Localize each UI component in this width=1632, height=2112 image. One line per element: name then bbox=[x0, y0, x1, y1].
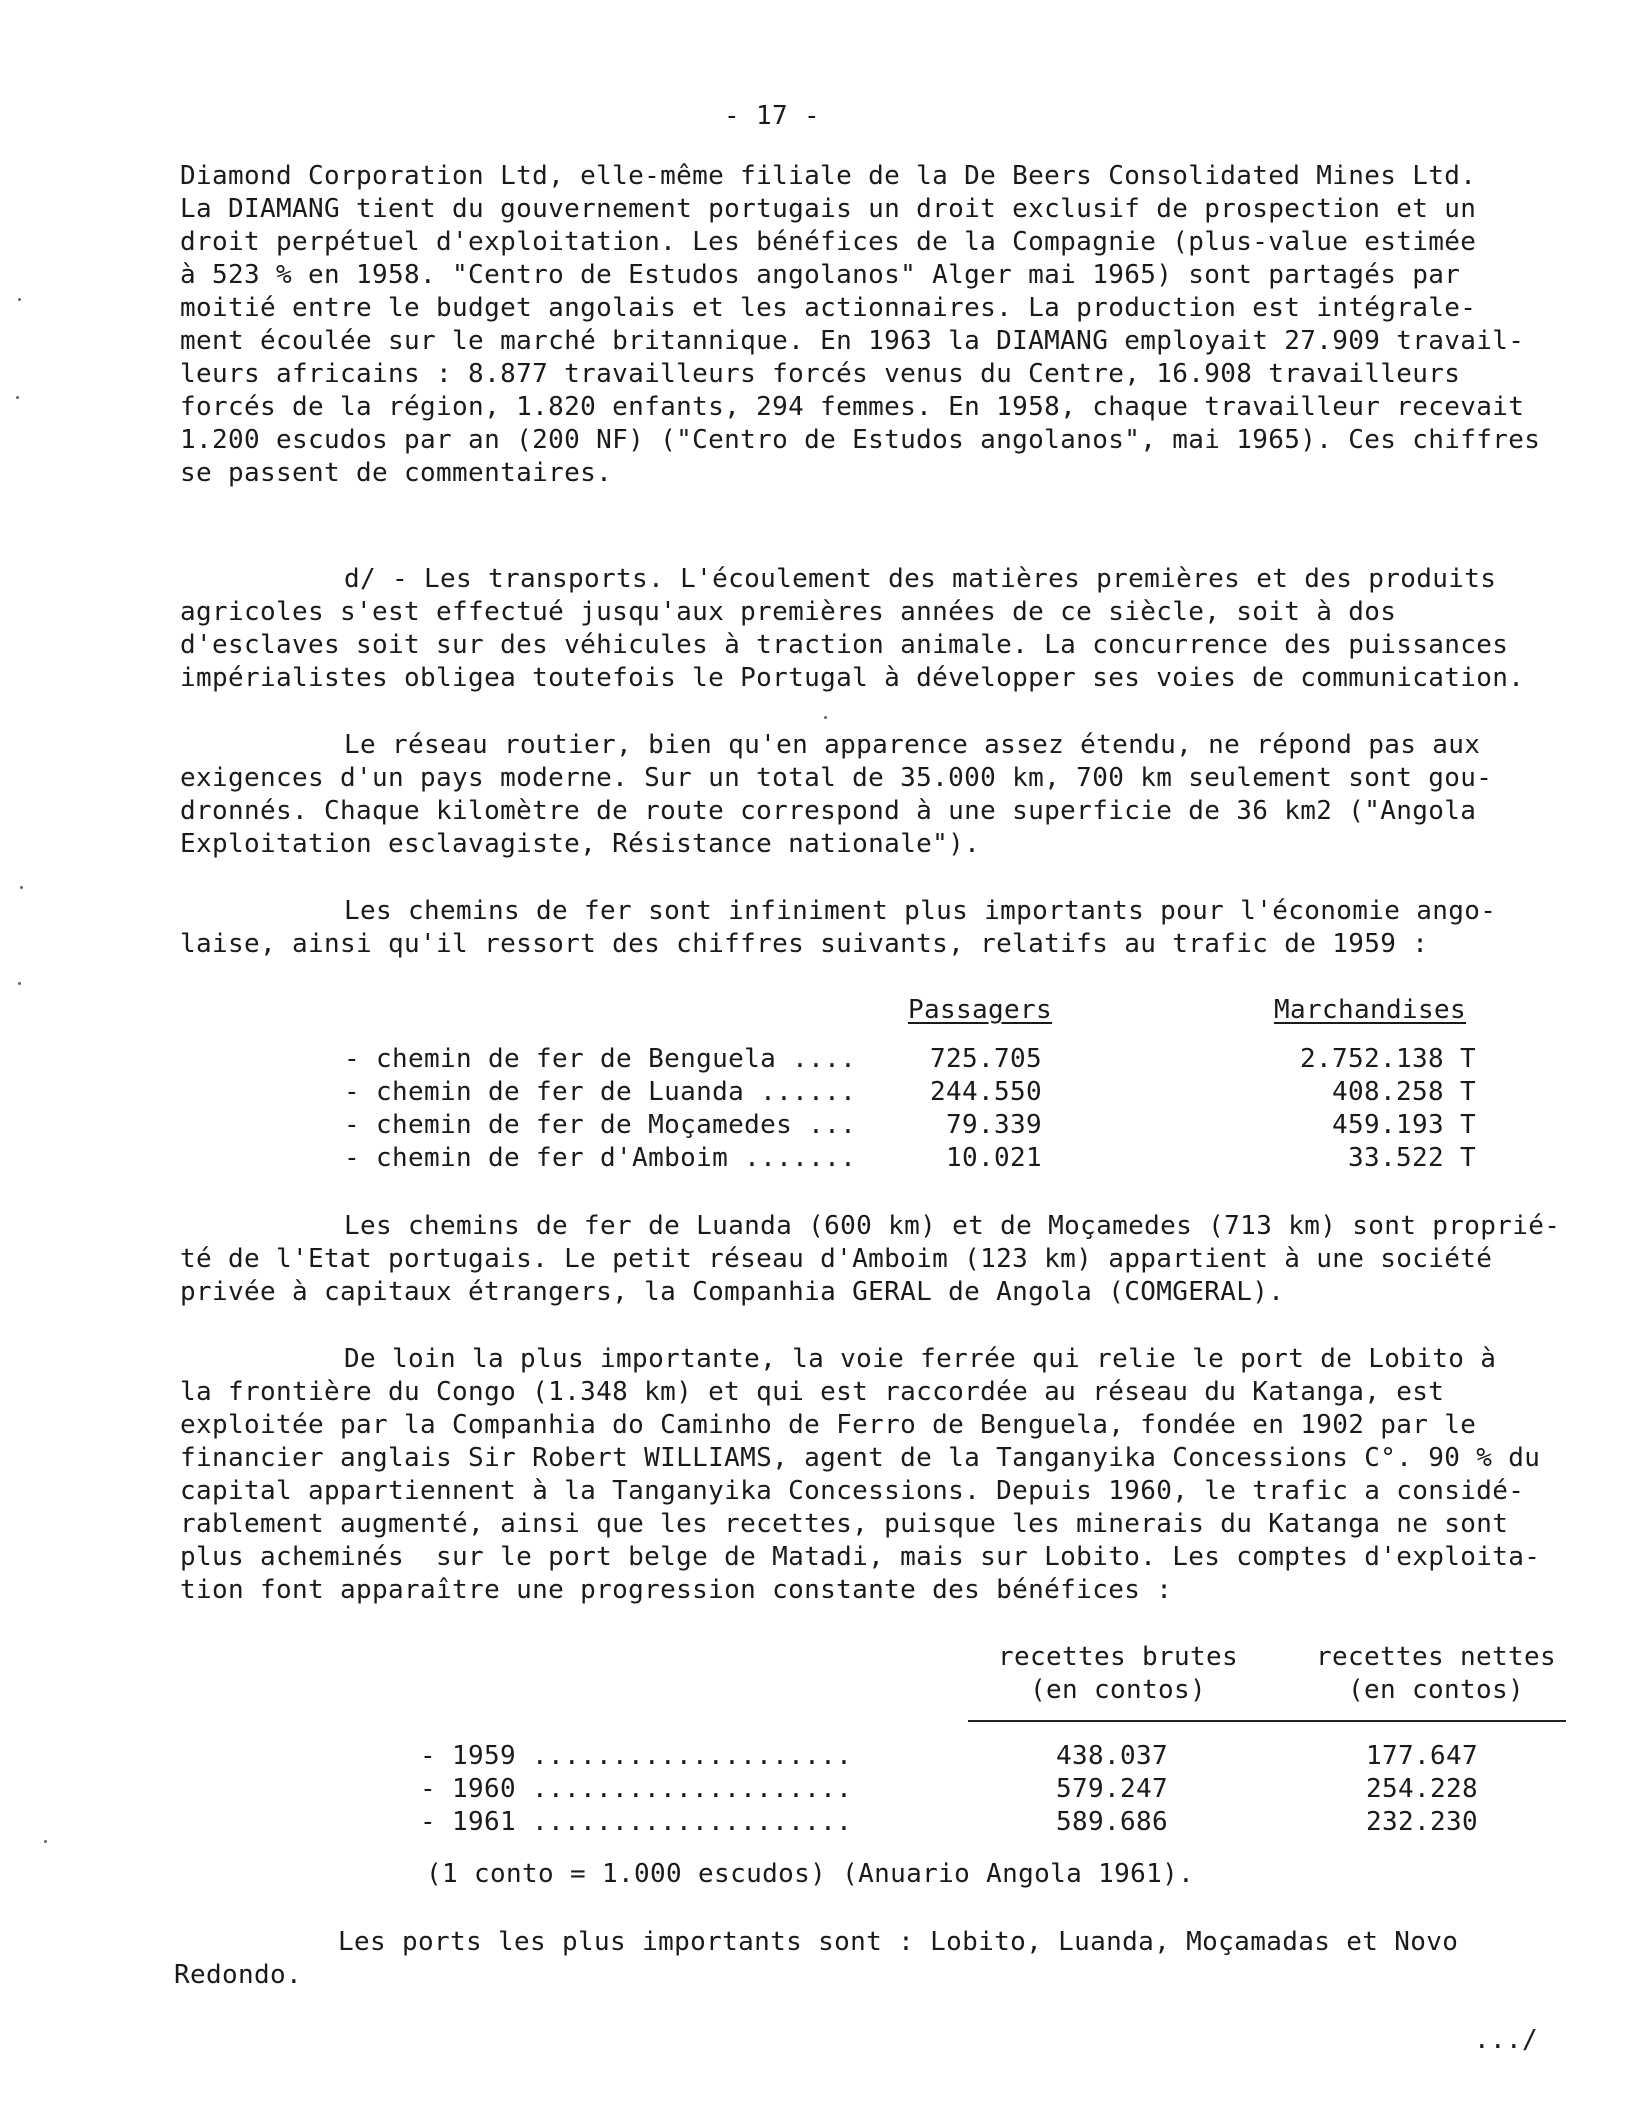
row-label: - chemin de fer de Luanda ...... bbox=[344, 1077, 857, 1107]
text-line: Les ports les plus importants sont : Lobito, Luanda, Moçamadas et Novo bbox=[338, 1927, 1459, 1957]
text-line: moitié entre le budget angolais et les actionnaires. La production est intégrale- bbox=[180, 293, 1477, 323]
text-line: ment écoulée sur le marché britannique. En 1963 la DIAMANG employait 27.909 travail- bbox=[180, 326, 1525, 356]
text-line: exigences d'un pays moderne. Sur un total de 35.000 km, 700 km seulement sont gou- bbox=[180, 763, 1493, 793]
text-line: plus acheminés sur le port belge de Matadi, mais sur Lobito. Les comptes d'exploita- bbox=[180, 1542, 1541, 1572]
text-line: dronnés. Chaque kilomètre de route correspond à une superficie de 36 km2 ("Angola bbox=[180, 796, 1477, 826]
row-label: - chemin de fer de Moçamedes ... bbox=[344, 1110, 857, 1140]
column-header-brutes-unit: (en contos) bbox=[1029, 1675, 1207, 1705]
passagers-value: 10.021 bbox=[945, 1143, 1042, 1173]
row-label: - 1961 .................... bbox=[420, 1807, 853, 1837]
column-header-recettes-nettes: recettes nettes bbox=[1315, 1642, 1557, 1672]
row-label: - chemin de fer d'Amboim ....... bbox=[344, 1143, 857, 1173]
row-label: - 1960 .................... bbox=[420, 1774, 853, 1804]
text-line: De loin la plus importante, la voie ferrée qui relie le port de Lobito à bbox=[344, 1344, 1497, 1374]
text-line: Les chemins de fer sont infiniment plus importants pour l'économie ango- bbox=[344, 896, 1497, 926]
text-line: à 523 % en 1958. "Centro de Estudos angolanos" Alger mai 1965) sont partagés par bbox=[180, 260, 1461, 290]
recettes-nettes-value: 177.647 bbox=[1366, 1741, 1479, 1771]
text-line: Le réseau routier, bien qu'en apparence assez étendu, ne répond pas aux bbox=[344, 730, 1481, 760]
scan-speck bbox=[18, 982, 21, 985]
section-heading-line: d/ - Les transports. L'écoulement des matières premières et des produits bbox=[344, 564, 1497, 594]
recettes-brutes-value: 438.037 bbox=[1056, 1741, 1169, 1771]
recettes-nettes-value: 254.228 bbox=[1366, 1774, 1479, 1804]
scan-speck bbox=[824, 716, 827, 719]
continuation-mark: .../ bbox=[1474, 2025, 1539, 2055]
text-line: privée à capitaux étrangers, la Companhia GERAL de Angola (COMGERAL). bbox=[180, 1277, 1285, 1307]
text-line: rablement augmenté, ainsi que les recettes, puisque les minerais du Katanga ne sont bbox=[180, 1509, 1509, 1539]
marchandises-value: 33.522 T bbox=[1347, 1143, 1476, 1173]
text-line: financier anglais Sir Robert WILLIAMS, agent de la Tanganyika Concessions C°. 90 % du bbox=[180, 1443, 1541, 1473]
text-line: leurs africains : 8.877 travailleurs forcés venus du Centre, 16.908 travailleurs bbox=[180, 359, 1461, 389]
recettes-brutes-value: 579.247 bbox=[1056, 1774, 1169, 1804]
text-line: La DIAMANG tient du gouvernement portugais un droit exclusif de prospection et un bbox=[180, 194, 1477, 224]
column-header-marchandises: Marchandises bbox=[1274, 995, 1467, 1025]
marchandises-value: 2.752.138 T bbox=[1299, 1044, 1476, 1074]
scan-speck bbox=[20, 886, 23, 889]
text-line: Diamond Corporation Ltd, elle-même filiale de la De Beers Consolidated Mines Ltd. bbox=[180, 161, 1477, 191]
text-line: tion font apparaître une progression constante des bénéfices : bbox=[180, 1575, 1173, 1605]
recettes-nettes-value: 232.230 bbox=[1366, 1807, 1479, 1837]
passagers-value: 79.339 bbox=[945, 1110, 1042, 1140]
scan-speck bbox=[44, 1840, 47, 1843]
scan-speck bbox=[18, 298, 21, 301]
column-header-recettes-brutes: recettes brutes bbox=[997, 1642, 1239, 1672]
text-line: Redondo. bbox=[174, 1960, 303, 1990]
row-label: - 1959 .................... bbox=[420, 1741, 853, 1771]
text-line: laise, ainsi qu'il ressort des chiffres suivants, relatifs au trafic de 1959 : bbox=[180, 929, 1429, 959]
text-line: agricoles s'est effectué jusqu'aux premières années de ce siècle, soit à dos bbox=[180, 597, 1397, 627]
passagers-value: 725.705 bbox=[929, 1044, 1042, 1074]
text-line: droit perpétuel d'exploitation. Les bénéfices de la Compagnie (plus-value estimée bbox=[180, 227, 1477, 257]
text-line: Les chemins de fer de Luanda (600 km) et de Moçamedes (713 km) sont proprié- bbox=[344, 1211, 1561, 1241]
column-header-nettes-unit: (en contos) bbox=[1347, 1675, 1525, 1705]
text-line: 1.200 escudos par an (200 NF) ("Centro de Estudos angolanos", mai 1965). Ces chiffres bbox=[180, 425, 1541, 455]
text-line: la frontière du Congo (1.348 km) et qui est raccordée au réseau du Katanga, est bbox=[180, 1377, 1445, 1407]
table-note: (1 conto = 1.000 escudos) (Anuario Angola 1961). bbox=[426, 1859, 1195, 1889]
text-line: té de l'Etat portugais. Le petit réseau d'Amboim (123 km) appartient à une société bbox=[180, 1244, 1493, 1274]
text-line: se passent de commentaires. bbox=[180, 458, 613, 488]
column-header-passagers: Passagers bbox=[908, 995, 1053, 1025]
scan-speck bbox=[16, 396, 19, 399]
text-line: exploitée par la Companhia do Caminho de Ferro de Benguela, fondée en 1902 par le bbox=[180, 1410, 1477, 1440]
text-line: d'esclaves soit sur des véhicules à traction animale. La concurrence des puissances bbox=[180, 630, 1509, 660]
marchandises-value: 459.193 T bbox=[1331, 1110, 1476, 1140]
recettes-brutes-value: 589.686 bbox=[1056, 1807, 1169, 1837]
text-line: forcés de la région, 1.820 enfants, 294 femmes. En 1958, chaque travailleur recevait bbox=[180, 392, 1525, 422]
text-line: Exploitation esclavagiste, Résistance nationale"). bbox=[180, 829, 981, 859]
text-line: capital appartiennent à la Tanganyika Concessions. Depuis 1960, le trafic a considé- bbox=[180, 1476, 1525, 1506]
page-number: - 17 - bbox=[724, 101, 821, 131]
text-line: impérialistes obligea toutefois le Portugal à développer ses voies de communication. bbox=[180, 663, 1525, 693]
passagers-value: 244.550 bbox=[929, 1077, 1042, 1107]
header-rule bbox=[968, 1720, 1566, 1722]
marchandises-value: 408.258 T bbox=[1331, 1077, 1476, 1107]
row-label: - chemin de fer de Benguela .... bbox=[344, 1044, 857, 1074]
